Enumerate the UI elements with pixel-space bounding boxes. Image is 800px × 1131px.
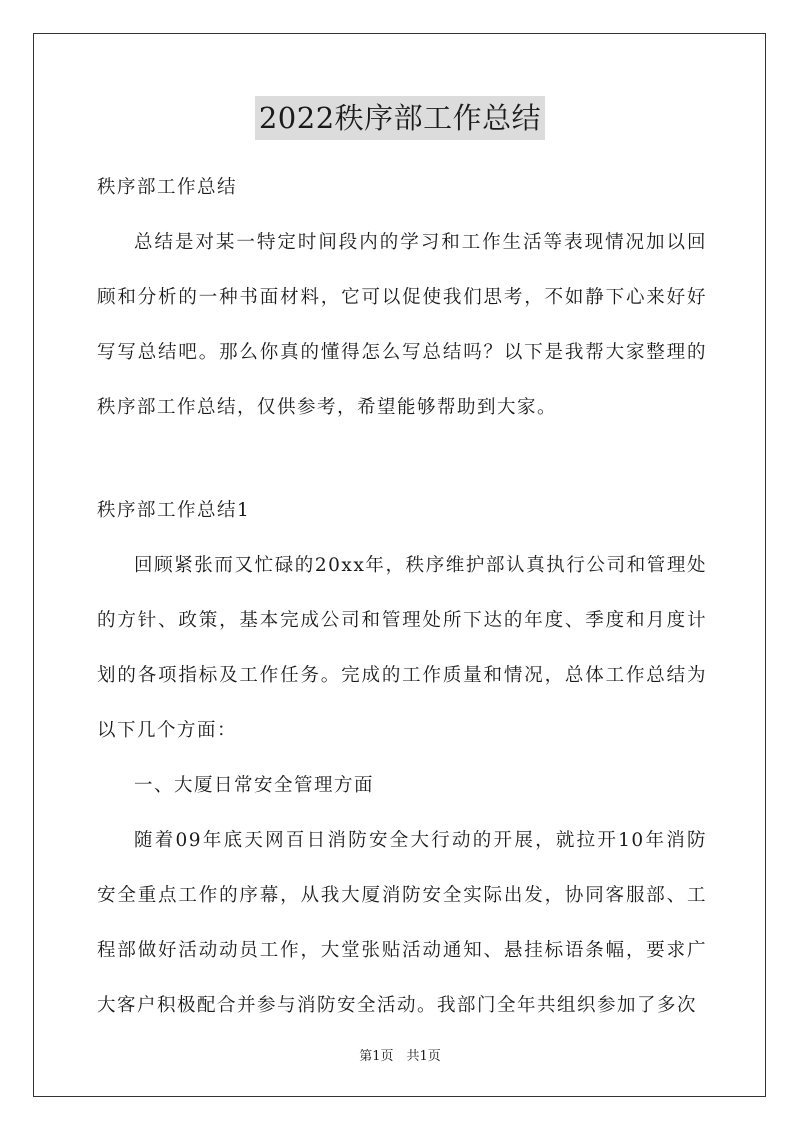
document-body bbox=[97, 160, 707, 1033]
document-title bbox=[0, 96, 800, 140]
document-title-text: 2022秩序部工作总结 bbox=[255, 96, 545, 140]
section-heading: 秩序部工作总结 bbox=[97, 177, 238, 198]
intro-paragraph: 总结是对某一特定时间段内的学习和工作生活等表现情况加以回顾和分析的一种书面材料，它可以促使我们思考，不如静下心来好好写写总结吧。那么你真的懂得怎么写总结吗？以下是我帮大家整理的秩序部工作总结，仅供参考，希望能够帮助到大家。 bbox=[97, 232, 707, 418]
page-footer bbox=[0, 1049, 800, 1065]
section-heading: 秩序部工作总结1 bbox=[97, 500, 251, 521]
subsection-heading: 一、大厦日常安全管理方面 bbox=[134, 775, 375, 796]
page-number: 第1页 共1页 bbox=[359, 1049, 441, 1064]
body-paragraph: 回顾紧张而又忙碌的20xx年，秩序维护部认真执行公司和管理处的方针、政策，基本完成公司和管理处所下达的年度、季度和月度计划的各项指标及工作任务。完成的工作质量和情况，总体工作总结为以下几个方面： bbox=[97, 555, 707, 741]
body-paragraph: 随着09年底天网百日消防安全大行动的开展，就拉开10年消防安全重点工作的序幕，从我大厦消防安全实际出发，协同客服部、工程部做好活动动员工作，大堂张贴活动通知、悬挂标语条幅，要求广大客户积极配合并参与消防安全活动。我部门全年共组织参加了多次 bbox=[97, 830, 707, 1016]
